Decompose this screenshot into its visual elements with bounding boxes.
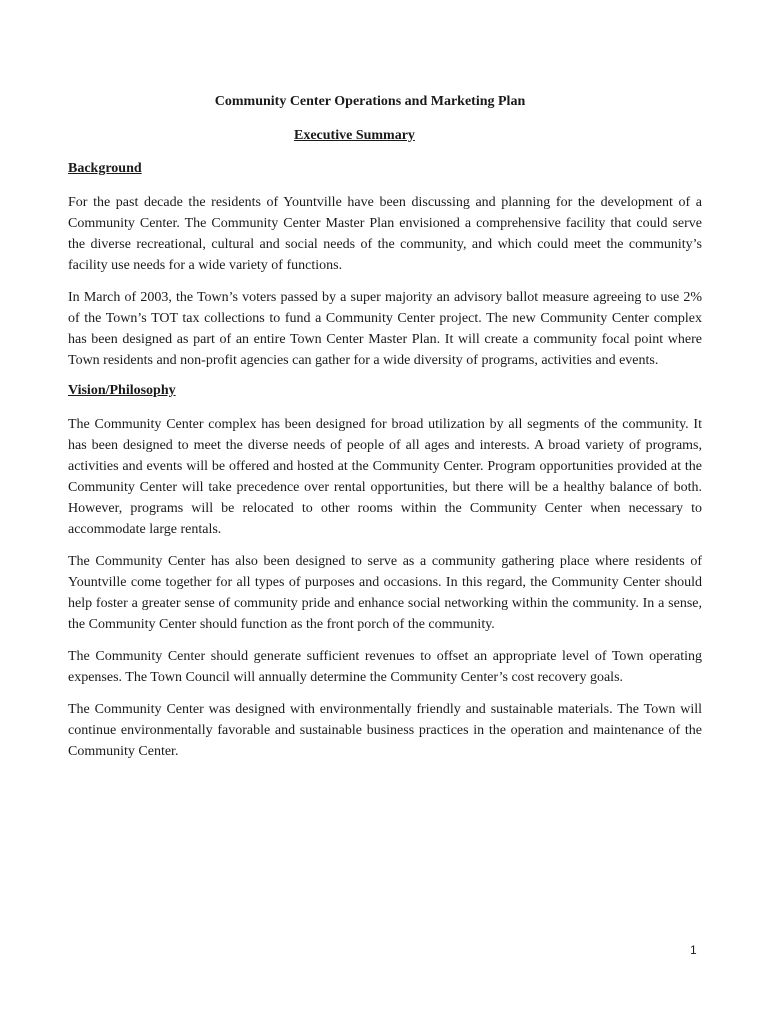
document-body — [68, 160, 702, 773]
document-title: Community Center Operations and Marketing Plan — [214, 94, 526, 109]
paragraph: The Community Center was designed with environmentally friendly and sustainable materials. The Town will continue environmentally favorable and sustainable business practices in the operation and maintenance of the Community Center. — [68, 702, 702, 759]
document-subtitle: Executive Summary — [294, 128, 415, 143]
paragraph: The Community Center has also been designed to serve as a community gathering place where residents of Yountville come together for all types of purposes and occasions. In this regard, the Community Center should help foster a greater sense of community pride and enhance social networking within the community. In a sense, the Community Center should function as the front porch of the community. — [68, 554, 702, 632]
paragraph: In March of 2003, the Town’s voters passed by a super majority an advisory ballot measure agreeing to use 2% of the Town’s TOT tax collections to fund a Community Center project. The new Community Center complex has been designed as part of an entire Town Center Master Plan. It will create a community focal point where Town residents and non-profit agencies can gather for a wide diversity of programs, activities and events. — [68, 290, 702, 368]
section-heading-vision-philosophy: Vision/Philosophy — [68, 383, 176, 398]
paragraph: The Community Center should generate sufficient revenues to offset an appropriate level of Town operating expenses. The Town Council will annually determine the Community Center’s cost recovery goals. — [68, 649, 702, 685]
page-number: 1 — [690, 943, 697, 957]
paragraph: The Community Center complex has been designed for broad utilization by all segments of the community. It has been designed to meet the diverse needs of people of all ages and interests. A broad variety of programs, activities and events will be offered and hosted at the Community Center. Program opportunities provided at the Community Center will take precedence over rental opportunities, but there will be a healthy balance of both. However, programs will be relocated to other rooms within the Community Center when necessary to accommodate large rentals. — [68, 417, 702, 537]
section-heading-background: Background — [68, 161, 142, 176]
paragraph: For the past decade the residents of Yountville have been discussing and planning for the development of a Community Center. The Community Center Master Plan envisioned a comprehensive facility that could serve the diverse recreational, cultural and social needs of the community, and which could meet the community’s facility use needs for a wide variety of functions. — [68, 195, 702, 273]
